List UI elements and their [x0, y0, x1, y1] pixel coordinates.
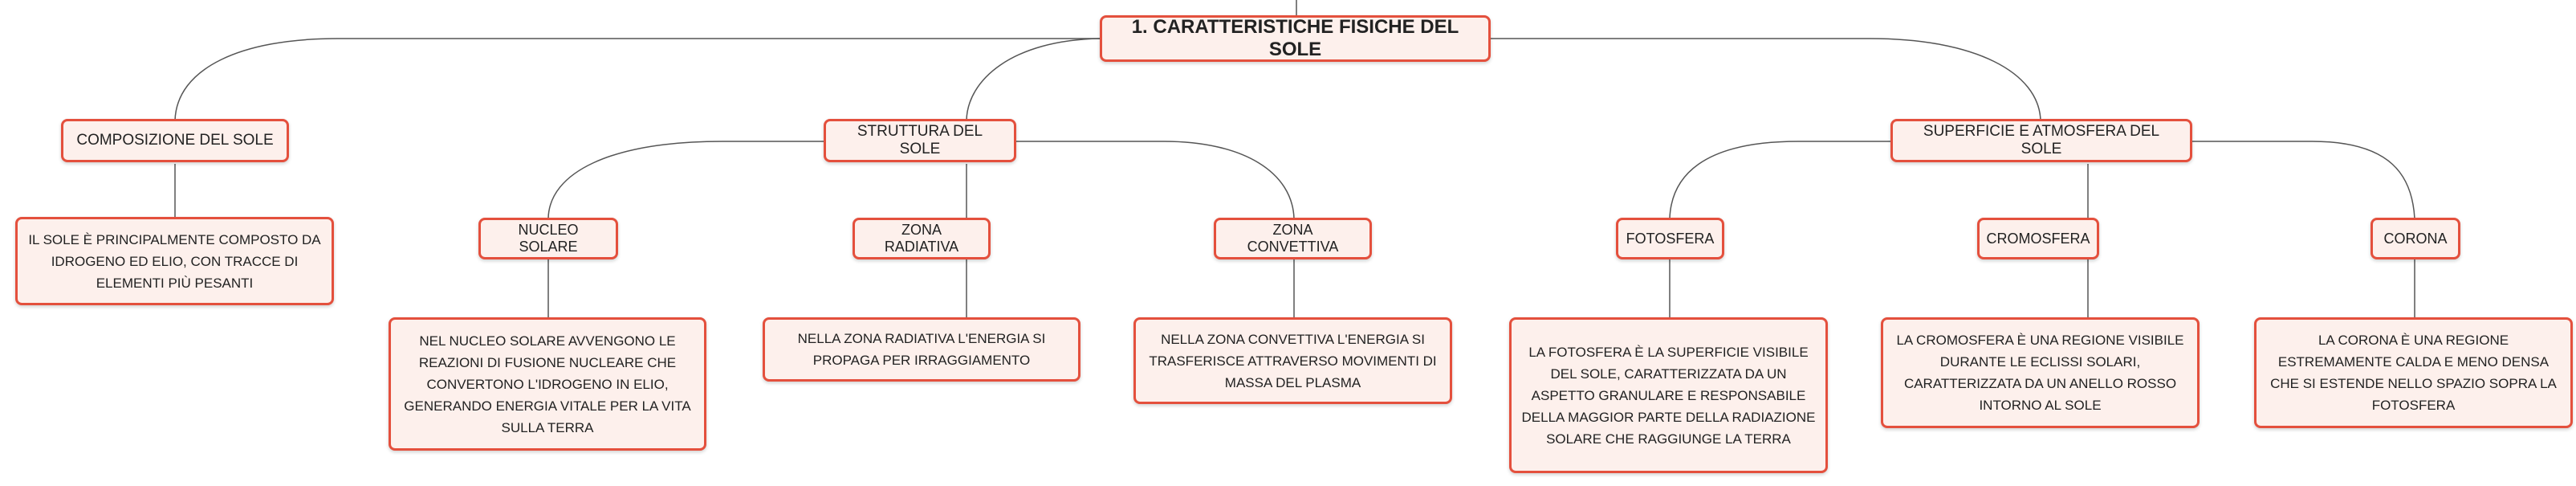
topic-superficie[interactable]: SUPERFICIE E ATMOSFERA DEL SOLE [1890, 119, 2192, 162]
connector-root-composizione [175, 39, 1100, 120]
text-composizione[interactable]: IL SOLE È PRINCIPALMENTE COMPOSTO DA IDROGENO ED ELIO, CON TRACCE DI ELEMENTI PIÙ PESANTI [15, 217, 334, 305]
connector-root-struttura [967, 39, 1100, 120]
text-fotosfera[interactable]: LA FOTOSFERA È LA SUPERFICIE VISIBILE DEL SOLE, CARATTERIZZATA DA UN ASPETTO GRANULARE E RESPONSABILE DELLA MAGGIOR PARTE DELLA RADIAZIONE SOLARE CHE RAGGIUNGE LA TERRA [1509, 317, 1828, 473]
text-corona[interactable]: LA CORONA È UNA REGIONE ESTREMAMENTE CALDA E MENO DENSA CHE SI ESTENDE NELLO SPAZIO SOPRA LA FOTOSFERA [2254, 317, 2573, 428]
connector-struttura-convettiva [1015, 141, 1294, 218]
topic-zona-convettiva[interactable]: ZONA CONVETTIVA [1214, 218, 1372, 259]
connector-superficie-corona [2191, 141, 2415, 218]
text-zona-convettiva[interactable]: NELLA ZONA CONVETTIVA L'ENERGIA SI TRASFERISCE ATTRAVERSO MOVIMENTI DI MASSA DEL PLASMA [1133, 317, 1452, 404]
text-nucleo-solare[interactable]: NEL NUCLEO SOLARE AVVENGONO LE REAZIONI DI FUSIONE NUCLEARE CHE CONVERTONO L'IDROGENO IN ELIO, GENERANDO ENERGIA VITALE PER LA VITA SULLA TERRA [389, 317, 706, 451]
topic-cromosfera[interactable]: CROMOSFERA [1977, 218, 2099, 259]
topic-zona-radiativa[interactable]: ZONA RADIATIVA [853, 218, 991, 259]
connector-struttura-nucleo [548, 141, 826, 218]
text-zona-radiativa[interactable]: NELLA ZONA RADIATIVA L'ENERGIA SI PROPAGA PER IRRAGGIAMENTO [763, 317, 1080, 382]
topic-struttura[interactable]: STRUTTURA DEL SOLE [824, 119, 1016, 162]
connector-superficie-fotosfera [1670, 141, 1893, 218]
connector-root-superficie [1491, 39, 2041, 120]
topic-fotosfera[interactable]: FOTOSFERA [1616, 218, 1724, 259]
topic-corona[interactable]: CORONA [2370, 218, 2460, 259]
root-topic[interactable]: 1. CARATTERISTICHE FISICHE DEL SOLE [1100, 15, 1491, 62]
topic-nucleo-solare[interactable]: NUCLEO SOLARE [478, 218, 618, 259]
topic-composizione[interactable]: COMPOSIZIONE DEL SOLE [61, 119, 289, 162]
text-cromosfera[interactable]: LA CROMOSFERA È UNA REGIONE VISIBILE DURANTE LE ECLISSI SOLARI, CARATTERIZZATA DA UN ANELLO ROSSO INTORNO AL SOLE [1881, 317, 2200, 428]
